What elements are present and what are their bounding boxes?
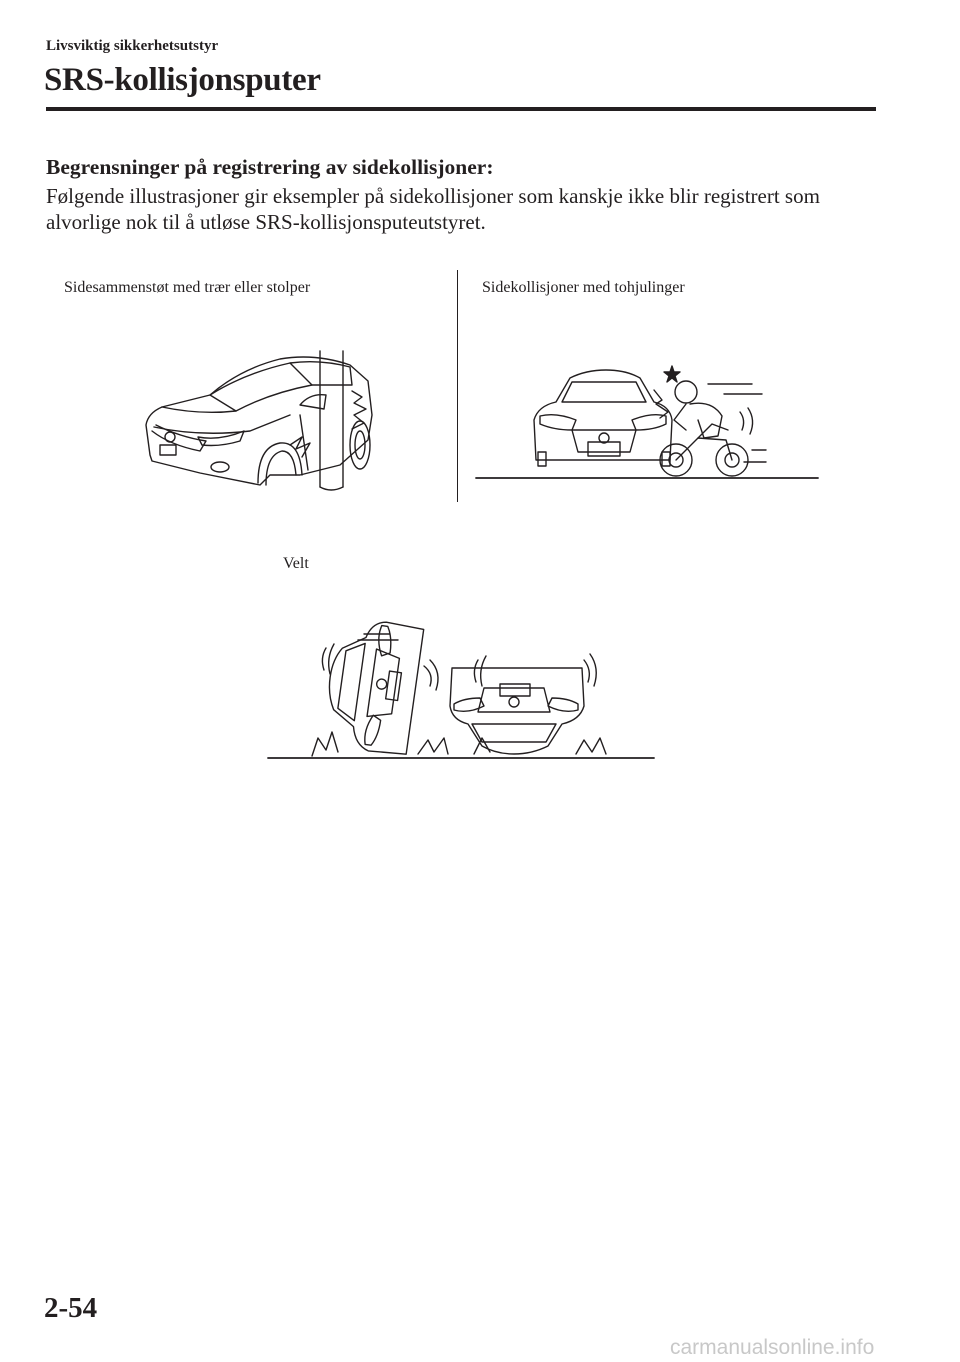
pole-collision-illustration (140, 345, 390, 495)
page-number: 2-54 (44, 1292, 98, 1324)
section-name: Livsviktig sikkerhetsutstyr (46, 38, 219, 54)
two-wheeler-collision-illustration (476, 360, 818, 485)
sub-heading: Begrensninger på registrering av sidekollisjoner: (46, 155, 494, 179)
illustration-divider (457, 270, 458, 502)
watermark: carmanualsonline.info (670, 1336, 875, 1359)
caption-pole-collision: Sidesammenstøt med trær eller stolper (64, 279, 311, 296)
caption-rollover: Velt (283, 555, 309, 572)
intro-paragraph: Følgende illustrasjoner gir eksempler på sidekollisjoner som kanskje ikke blir registrert som alvorlige nok til å utløse SRS-kollisjonsputeutstyret. (46, 184, 820, 234)
rollover-illustration (268, 630, 654, 764)
page-title: SRS-kollisjonsputer (44, 62, 321, 98)
caption-two-wheeler-collision: Sidekollisjoner med tohjulinger (482, 279, 685, 296)
title-rule (46, 107, 876, 111)
